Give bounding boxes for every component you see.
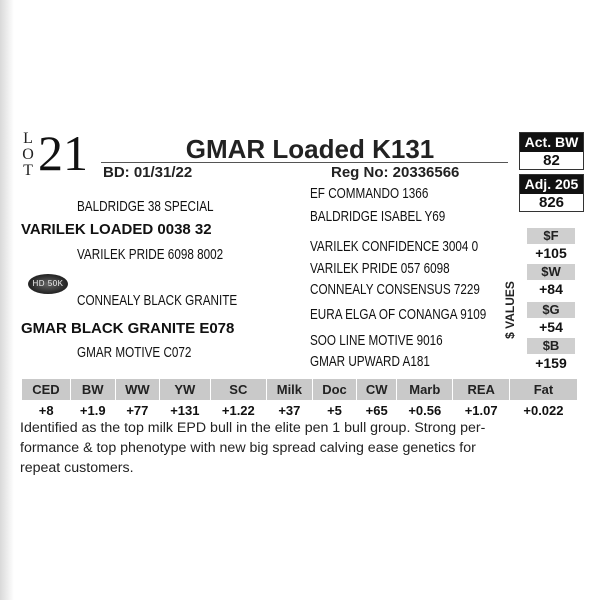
epd-header: Doc xyxy=(312,379,357,400)
dollar-values-label-wrap xyxy=(500,281,520,339)
lot-letter-t: T xyxy=(23,162,33,179)
epd-header: BW xyxy=(70,379,115,400)
epd-value: +1.9 xyxy=(79,402,106,418)
epd-value: +0.56 xyxy=(408,402,442,418)
dollar-value-label: $G xyxy=(527,302,575,318)
epd-value: +77 xyxy=(126,402,149,418)
pedigree-ancestor: GMAR UPWARD A181 xyxy=(310,353,430,370)
animal-name: GMAR Loaded K131 xyxy=(185,134,435,164)
dollar-value: +54 xyxy=(539,319,563,335)
adj-205-box xyxy=(519,174,584,212)
hd50k-badge: HD 50K xyxy=(28,274,68,294)
epd-header: REA xyxy=(453,379,509,400)
epd-header: WW xyxy=(115,379,160,400)
pedigree-ancestor: VARILEK CONFIDENCE 3004 0 xyxy=(310,238,479,255)
id-row xyxy=(101,162,508,181)
epd-header: Milk xyxy=(267,379,313,400)
epd-header: CED xyxy=(22,379,70,400)
dollar-value-label: $W xyxy=(527,264,575,280)
birth-date: BD: 01/31/22 xyxy=(103,164,193,181)
epd-value: +0.022 xyxy=(523,402,564,418)
adj-205-label: Adj. 205 xyxy=(520,175,583,194)
epd-value: +1.22 xyxy=(221,402,255,418)
adj-205-value: 826 xyxy=(538,194,565,211)
lot-description xyxy=(20,418,585,478)
epd-value: +5 xyxy=(327,402,342,418)
epd-table xyxy=(22,379,578,420)
epd-value: +1.07 xyxy=(464,402,498,418)
pedigree-sire: VARILEK LOADED 0038 32 xyxy=(21,221,212,238)
lot-letter-o: O xyxy=(22,146,34,163)
dollar-value: +159 xyxy=(535,355,567,371)
pedigree-sire-sire: BALDRIDGE 38 SPECIAL xyxy=(77,198,214,215)
dollar-value: +84 xyxy=(539,281,563,297)
pedigree-ancestor: EURA ELGA OF CONANGA 9109 xyxy=(310,306,487,323)
actual-bw-label: Act. BW xyxy=(520,133,583,152)
epd-header: YW xyxy=(160,379,211,400)
dollar-value-label: $B xyxy=(527,338,575,354)
epd-header: CW xyxy=(357,379,397,400)
lot-number: 21 xyxy=(38,125,88,181)
epd-header: Fat xyxy=(509,379,577,400)
epd-header: SC xyxy=(210,379,266,400)
epd-value: +65 xyxy=(365,402,388,418)
lot-label xyxy=(21,131,35,179)
dollar-values-label: $ VALUES xyxy=(503,281,517,339)
pedigree-dam-dam: GMAR MOTIVE C072 xyxy=(77,344,192,361)
dollar-value: +105 xyxy=(535,245,567,261)
description-line: formance & top phenotype with new big spread calving ease genetics for xyxy=(20,440,476,456)
pedigree-ancestor: VARILEK PRIDE 057 6098 xyxy=(310,260,450,277)
pedigree-ancestor: EF COMMANDO 1366 xyxy=(310,185,429,202)
epd-header: Marb xyxy=(397,379,453,400)
pedigree-ancestor: CONNEALY CONSENSUS 7229 xyxy=(310,281,480,298)
epd-value-row xyxy=(22,400,578,420)
pedigree-ancestor: BALDRIDGE ISABEL Y69 xyxy=(310,208,446,225)
epd-header-row xyxy=(22,379,578,400)
lot-letter-l: L xyxy=(23,130,33,147)
description-line: repeat customers. xyxy=(20,460,134,476)
epd-value: +8 xyxy=(38,402,54,418)
dollar-value-label: $F xyxy=(527,228,575,244)
description-line: Identified as the top milk EPD bull in the elite pen 1 bull group. Strong per- xyxy=(20,420,486,436)
actual-bw-value: 82 xyxy=(543,152,560,169)
pedigree-sire-dam: VARILEK PRIDE 6098 8002 xyxy=(77,246,224,263)
pedigree-ancestor: SOO LINE MOTIVE 9016 xyxy=(310,332,443,349)
epd-value: +37 xyxy=(278,402,301,418)
pedigree-dam-sire: CONNEALY BLACK GRANITE xyxy=(77,292,238,309)
left-edge-shadow xyxy=(0,0,14,600)
actual-bw-box xyxy=(519,132,584,170)
epd-value: +131 xyxy=(170,402,200,418)
registration-number: Reg No: 20336566 xyxy=(331,164,460,181)
pedigree-dam: GMAR BLACK GRANITE E078 xyxy=(21,320,235,337)
